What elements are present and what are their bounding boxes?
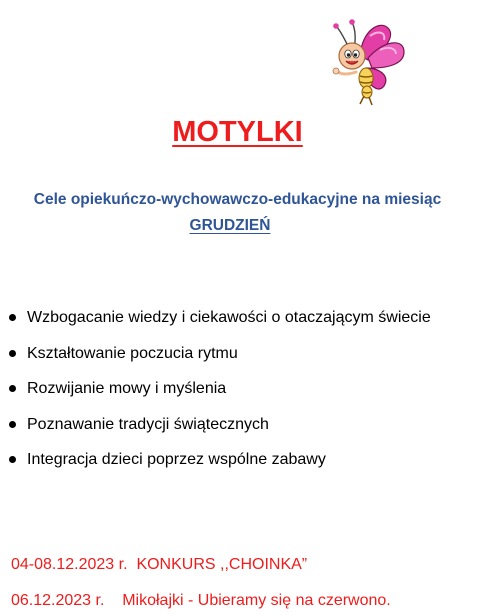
list-item — [0, 413, 487, 449]
subtitle: Cele opiekuńczo-wychowawczo-edukacyjne na miesiąc — [33, 191, 442, 208]
list-item — [0, 342, 487, 378]
goal-text: Rozwijanie mowy i myślenia — [27, 380, 227, 397]
event-text: KONKURS ,,CHOINKA” — [136, 556, 308, 573]
goal-text: Integracja dzieci poprzez wspólne zabawy — [27, 451, 326, 468]
bullet-icon — [9, 385, 16, 392]
bullet-icon — [9, 456, 16, 463]
title-text: MOTYLKI — [172, 116, 303, 148]
goals-list — [0, 306, 487, 484]
list-item — [0, 306, 487, 342]
event-date: 04-08.12.2023 r. — [11, 556, 128, 573]
event-item — [11, 590, 391, 612]
event-item — [11, 554, 307, 576]
event-text: Mikołajki - Ubieramy się na czerwono. — [122, 592, 391, 609]
list-item — [0, 377, 487, 413]
butterfly-icon — [322, 16, 406, 108]
bullet-icon — [9, 421, 16, 428]
month-text: GRUDZIEŃ — [189, 217, 271, 234]
list-item — [0, 448, 487, 484]
event-date: 06.12.2023 r. — [11, 592, 105, 609]
goal-text: Poznawanie tradycji świątecznych — [27, 415, 269, 433]
bullet-icon — [9, 350, 16, 357]
bullet-icon — [9, 314, 16, 321]
goal-text: Kształtowanie poczucia rytmu — [27, 344, 238, 362]
month-label — [0, 216, 460, 236]
page-title — [0, 114, 475, 150]
goal-text: Wzbogacanie wiedzy i ciekawości o otaczającym świecie — [27, 309, 431, 326]
